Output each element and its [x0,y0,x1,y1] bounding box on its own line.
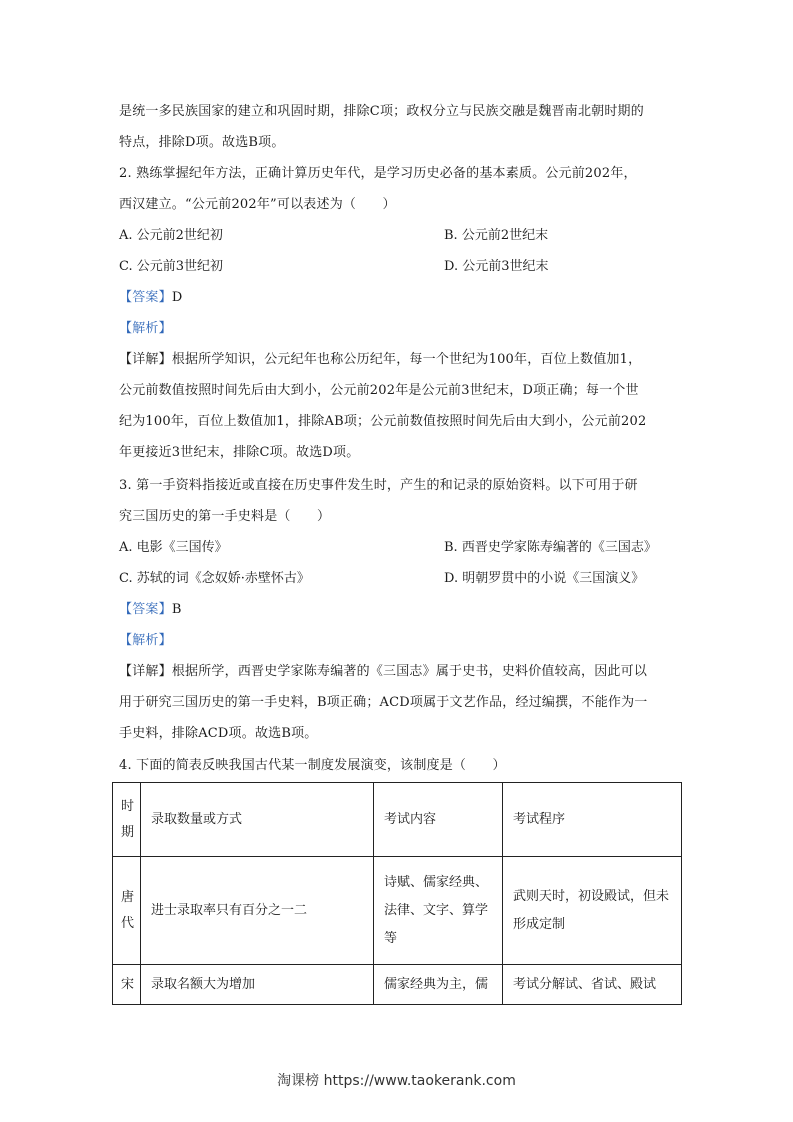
table-row [113,857,682,965]
q2-stem-line-2: 西汉建立。“公元前202年”可以表述为（ ） [119,197,396,212]
detail-tag: 【详解】 [119,664,172,679]
footer-watermark: 淘课榜 https://www.taokerank.com [277,1073,516,1089]
q4-stem: 4. 下面的简表反映我国古代某一制度发展演变，该制度是（ ） [119,758,506,773]
header-quota: 录取数量或方式 [141,783,374,857]
q3-option-d: D. 明朝罗贯中的小说《三国演义》 [444,571,645,586]
q2-option-d: D. 公元前3世纪末 [444,259,549,274]
q3-analysis-tag: 【解析】 [119,633,172,648]
table-header-row [113,783,682,857]
row-quota: 进士录取率只有百分之一二 [141,857,374,965]
q3-option-c: C. 苏轼的词《念奴娇·赤壁怀古》 [119,571,310,586]
q2-stem-line-1: 2. 熟练掌握纪年方法，正确计算历史年代，是学习历史必备的基本素质。公元前202年， [119,166,637,181]
q3-option-a: A. 电影《三国传》 [119,540,228,555]
header-content: 考试内容 [374,783,503,857]
q2-analysis-tag: 【解析】 [119,321,172,336]
intro-line-1: 是统一多民族国家的建立和巩固时期，排除C项；政权分立与民族交融是魏晋南北朝时期的 [119,104,644,119]
q2-detail-line-3: 纪为100年，百位上数值加1，排除AB项；公元前数值按照时间先后由大到小，公元前202 [119,414,647,429]
q3-stem-line-2: 究三国历史的第一手史料是（ ） [119,509,331,524]
row-quota: 录取名额大为增加 [141,965,374,1005]
q3-stem-line-1: 3. 第一手资料指接近或直接在历史事件发生时，产生的和记录的原始资料。以下可用于研 [119,478,638,493]
q3-detail-line-1 [119,662,647,682]
row-content: 诗赋、儒家经典、法律、文字、算学等 [374,857,503,965]
answer-value: B [171,602,182,617]
row-period: 宋 [113,965,141,1005]
detail-tag: 【详解】 [119,352,172,367]
table-row [113,965,682,1005]
header-procedure: 考试程序 [503,783,682,857]
exam-system-table [112,782,682,1005]
q3-detail-line-3: 手史料，排除ACD项。故选B项。 [119,726,318,741]
q2-option-c: C. 公元前3世纪初 [119,259,224,274]
row-procedure: 考试分解试、省试、殿试 [503,965,682,1005]
row-period: 唐代 [113,857,141,965]
detail-text: 根据所学知识，公元纪年也称公历纪年，每一个世纪为100年，百位上数值加1， [171,352,642,367]
answer-value: D [171,290,183,305]
intro-line-2: 特点，排除D项。故选B项。 [119,135,285,150]
row-content: 儒家经典为主，儒 [374,965,503,1005]
answer-tag: 【答案】 [119,290,172,305]
q3-detail-line-2: 用于研究三国历史的第一手史料，B项正确；ACD项属于文艺作品，经过编撰，不能作为一 [119,695,648,710]
q2-detail-line-4: 年更接近3世纪末，排除C项。故选D项。 [119,445,360,460]
q2-option-a: A. 公元前2世纪初 [119,228,223,243]
q3-option-b: B. 西晋史学家陈寿编著的《三国志》 [444,540,657,555]
q2-detail-line-2: 公元前数值按照时间先后由大到小，公元前202年是公元前3世纪末，D项正确；每一个世 [119,383,639,398]
header-period: 时期 [113,783,141,857]
detail-text: 根据所学，西晋史学家陈寿编著的《三国志》属于史书，史料价值较高，因此可以 [171,664,648,679]
q2-option-b: B. 公元前2世纪末 [444,228,549,243]
q3-answer [119,600,182,620]
row-procedure: 武则天时，初设殿试，但未形成定制 [503,857,682,965]
q2-detail-line-1 [119,350,641,370]
answer-tag: 【答案】 [119,602,172,617]
q2-answer [119,288,182,308]
